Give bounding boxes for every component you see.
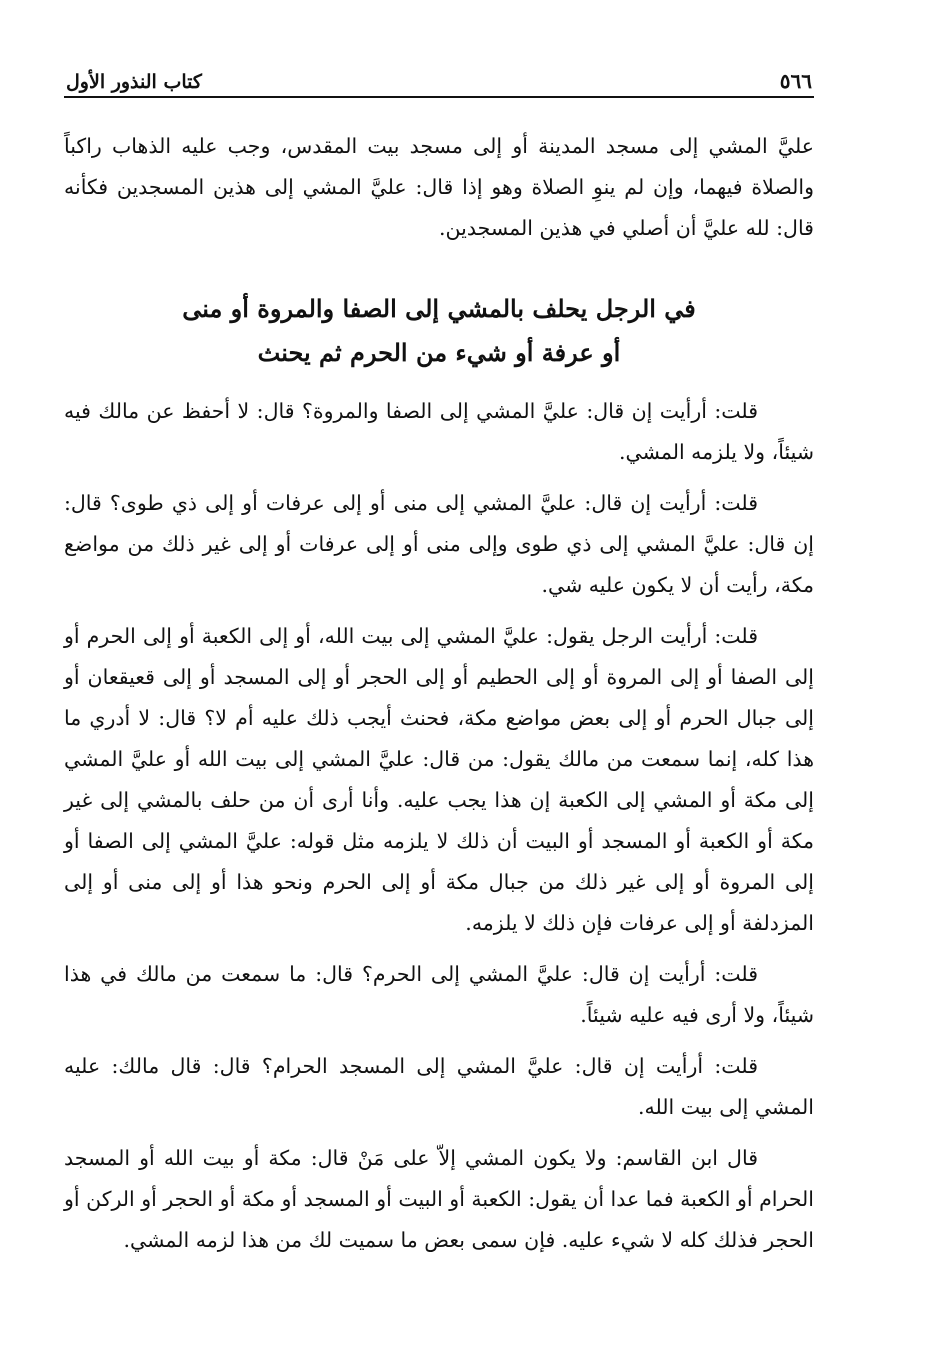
chapter-heading bbox=[64, 287, 814, 375]
page-body bbox=[64, 126, 814, 1261]
running-header bbox=[64, 62, 814, 98]
chapter-heading-line: في الرجل يحلف بالمشي إلى الصفا والمروة أو منى bbox=[182, 294, 696, 323]
chapter-heading-line: أو عرفة أو شيء من الحرم ثم يحنث bbox=[257, 338, 621, 367]
page-number: ٥٦٦ bbox=[779, 69, 812, 93]
continued-paragraph: عليَّ المشي إلى مسجد المدينة أو إلى مسجد بيت المقدس، وجب عليه الذهاب راكباً والصلاة فيهما، وإن لم ينوِ الصلاة وهو إذا قال: عليَّ المشي إلى هذين المسجدين فكأنه قال: لله عليَّ أن أصلي في هذين المسجدين. bbox=[64, 134, 814, 240]
book-page bbox=[64, 62, 814, 1352]
book-section-title: كتاب النذور الأول bbox=[66, 71, 202, 93]
paragraph: قلت: أرأيت إن قال: عليَّ المشي إلى الحرم؟ قال: ما سمعت من مالك في هذا شيئاً، ولا أرى فيه عليه شيئاً. bbox=[64, 962, 814, 1027]
paragraph: قلت: أرأيت إن قال: عليَّ المشي إلى المسجد الحرام؟ قال: قال مالك: عليه المشي إلى بيت الله. bbox=[64, 1054, 814, 1119]
paragraph: قلت: أرأيت الرجل يقول: عليَّ المشي إلى بيت الله، أو إلى الكعبة أو إلى الحرم أو إلى الصفا أو إلى المروة أو إلى الحطيم أو إلى الحجر أو إلى المسجد أو إلى قعيقعان أو إلى جبال الحرم أو إلى بعض مواضع مكة، فحنث أيجب ذلك عليه أم لا؟ قال: لا أدري ما هذا كله، إنما سمعت من مالك يقول: من قال: عليَّ المشي إلى بيت الله أو عليَّ المشي إلى مكة أو المشي إلى الكعبة إن هذا يجب عليه. وأنا أرى أن من حلف بالمشي إلى غير مكة أو الكعبة أو المسجد أو البيت أن ذلك لا يلزمه مثل قوله: عليَّ المشي إلى الصفا أو إلى المروة أو إلى غير ذلك من جبال مكة أو إلى الحرم ونحو هذا أو إلى منى أو إلى المزدلفة أو إلى عرفات فإن ذلك لا يلزمه. bbox=[64, 624, 814, 935]
paragraph: قلت: أرأيت إن قال: عليَّ المشي إلى منى أو إلى عرفات أو إلى ذي طوى؟ قال: إن قال: عليَّ المشي إلى ذي طوى وإلى منى أو إلى عرفات أو إلى غير ذلك من مواضع مكة، رأيت أن لا يكون عليه شي. bbox=[64, 491, 814, 597]
paragraph: قلت: أرأيت إن قال: عليَّ المشي إلى الصفا والمروة؟ قال: لا أحفظ عن مالك فيه شيئاً، ولا يلزمه المشي. bbox=[64, 399, 814, 464]
paragraph: قال ابن القاسم: ولا يكون المشي إلاّ على مَنْ قال: مكة أو بيت الله أو المسجد الحرام أو الكعبة فما عدا أن يقول: الكعبة أو البيت أو المسجد أو مكة أو الحجر أو الركن أو الحجر فذلك كله لا شيء عليه. فإن سمى بعض ما سميت لك من هذا لزمه المشي. bbox=[64, 1146, 814, 1252]
